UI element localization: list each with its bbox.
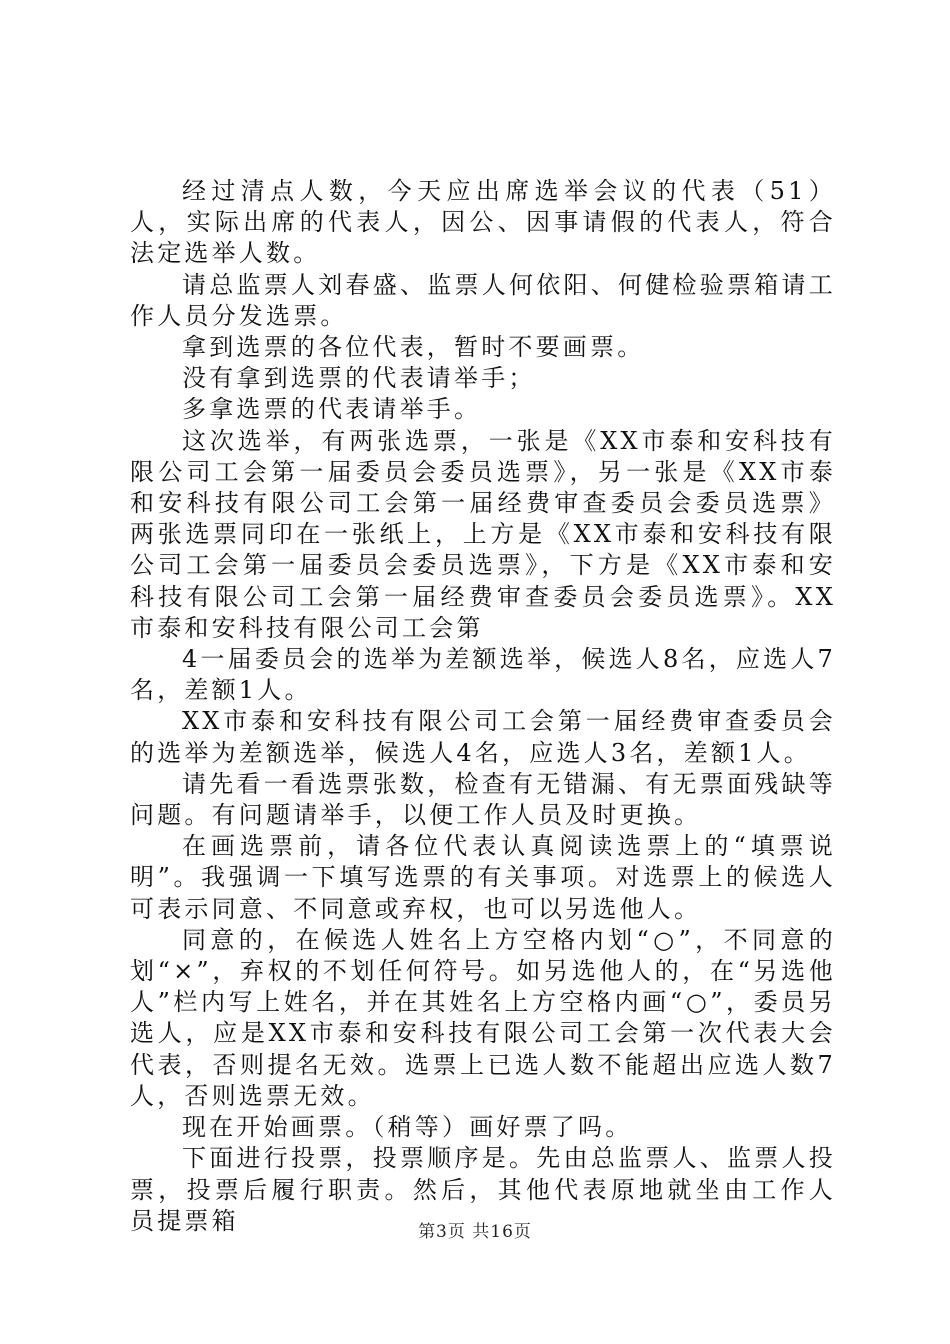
paragraph-9: 请先看一看选票张数，检查有无错漏、有无票面残缺等问题。有问题请举手，以便工作人员及时更换。: [130, 769, 836, 830]
paragraph-6: 这次选举，有两张选票，一张是《XX市泰和安科技有限公司工会第一届委员会委员选票》，另一张是《XX市泰和安科技有限公司工会第一届经费审查委员会委员选票》两张选票同印在一张纸上，上方是《XX市泰和安科技有限公司工会第一届委员会委员选票》，下方是《XX市泰和安科技有限公司工会第一届经费审查委员会委员选票》。XX市泰和安科技有限公司工会第: [130, 426, 836, 642]
paragraph-8: XX市泰和安科技有限公司工会第一届经费审查委员会的选举为差额选举，候选人4名，应选人3名，差额1人。: [130, 707, 836, 767]
paragraph-5: 多拿选票的代表请举手。: [182, 395, 482, 424]
paragraph-4: 没有拿到选票的代表请举手；: [182, 364, 536, 393]
paragraph-12: 现在开始画票。（稍等）画好票了吗。: [182, 1113, 633, 1142]
document-body: [130, 176, 836, 1237]
paragraph-7: 4一届委员会的选举为差额选举，候选人8名，应选人7名，差额1人。: [130, 645, 836, 705]
paragraph-10: 在画选票前，请各位代表认真阅读选票上的“填票说明”。我强调一下填写选票的有关事项。对选票上的候选人可表示同意、不同意或弃权，也可以另选他人。: [130, 832, 836, 923]
paragraph-3: 拿到选票的各位代表，暂时不要画票。: [182, 333, 645, 362]
paragraph-11: 同意的，在候选人姓名上方空格内划“○”，不同意的划“×”，弃权的不划任何符号。如另选他人的，在“另选他人”栏内写上姓名，并在其姓名上方空格内画“○”，委员另选人，应是XX市泰和安科技有限公司工会第一次代表大会代表，否则提名无效。选票上已选人数不能超出应选人数7人，否则选票无效。: [130, 925, 836, 1110]
paragraph-13: 下面进行投票，投票顺序是。先由总监票人、监票人投票，投票后履行职责。然后，其他代表原地就坐由工作人员提票箱: [130, 1144, 836, 1235]
page-footer: 第3页 共16页: [418, 1222, 532, 1242]
paragraph-2: 请总监票人刘春盛、监票人何依阳、何健检验票箱请工作人员分发选票。: [130, 270, 836, 330]
paragraph-1: 经过清点人数，今天应出席选举会议的代表（51）人，实际出席的代表人，因公、因事请假的代表人，符合法定选举人数。: [130, 177, 836, 268]
